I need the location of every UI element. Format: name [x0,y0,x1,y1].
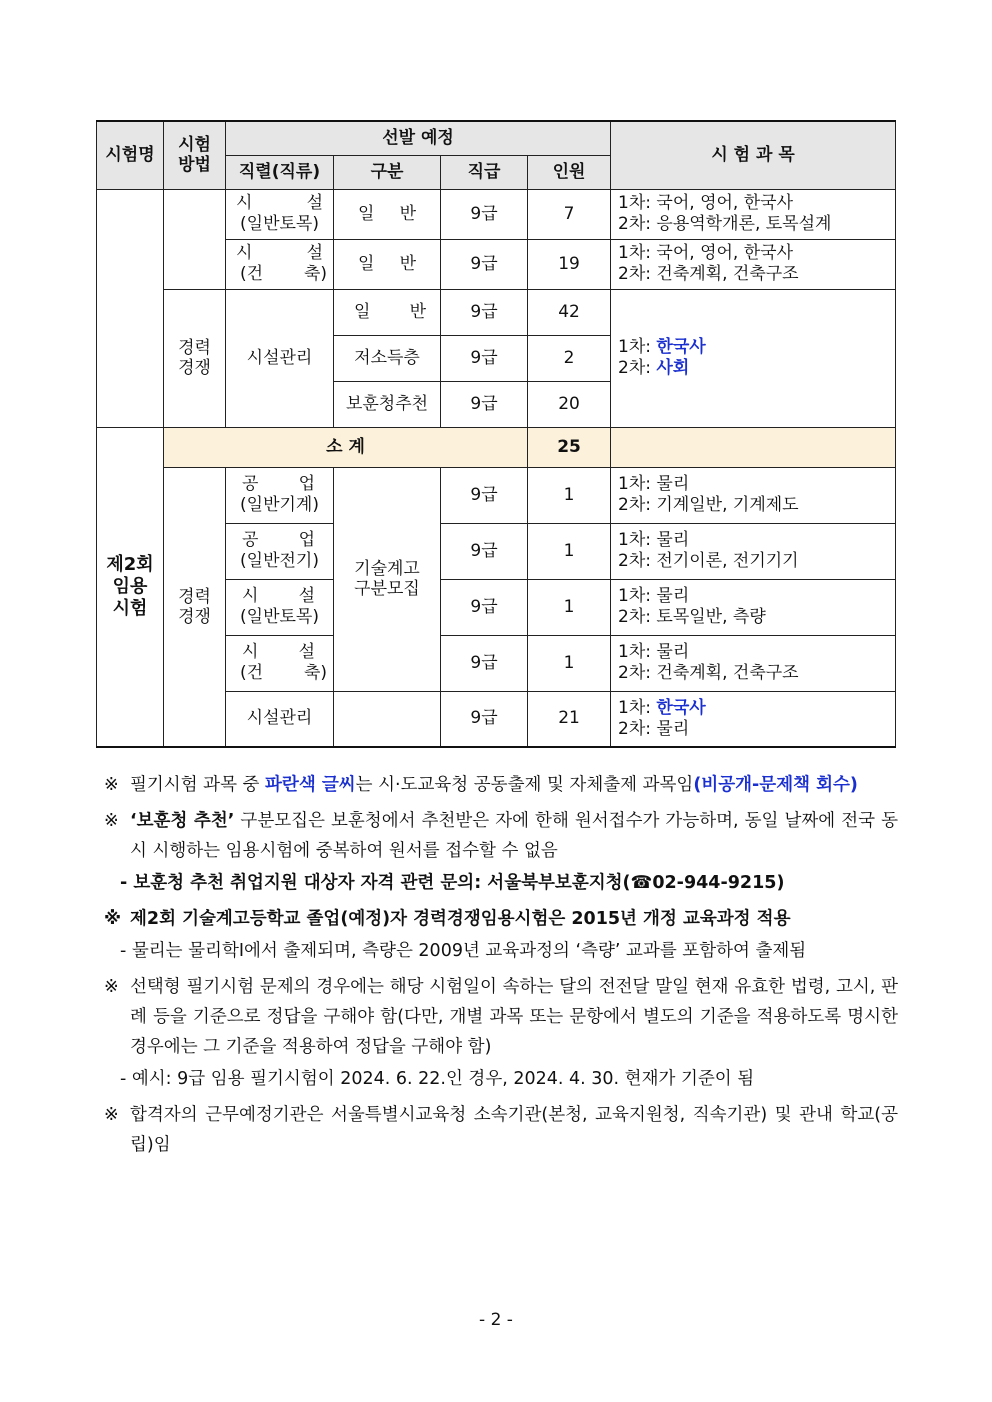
subjects-cell: 1차: 물리 2차: 토목일반, 측량 [611,579,896,635]
note-2: ※ ‘보훈청 추천’ 구분모집은 보훈청에서 추천받은 자에 한해 원서접수가 가능하며, 동일 날짜에 전국 동시 시행하는 임용시험에 중복하여 원서를 접수할 수 없음 [104,811,898,861]
header-grade: 직급 [441,155,528,189]
header-exam-name: 시험명 [97,121,164,189]
count-cell: 1 [528,635,611,691]
header-count: 인원 [528,155,611,189]
header-subjects: 시 험 과 목 [611,121,896,189]
note-4: ※ 선택형 필기시험 문제의 경우에는 해당 시험일이 속하는 달의 전전달 말일 현재 유효한 법령, 고시, 판례 등을 기준으로 정답을 구해야 함(다만, 개별 과목 또는 문항에서 별도의 기준을 적용하도록 명시한 경우에는 그 기준을 적용하여 정답을 구해야 함) [104,977,898,1057]
subjects-cell: 1차: 물리 2차: 기계일반, 기계제도 [611,467,896,523]
category-cell: 일 반 [334,239,441,289]
exam1-name-cell [97,189,164,427]
category-cell [334,691,441,747]
count-cell: 7 [528,189,611,239]
subtotal-count: 25 [528,427,611,467]
exam1-method-cell [164,189,226,289]
grade-cell: 9급 [441,523,528,579]
job-cell: 시 설 (일반토목) [226,579,334,635]
recruitment-table [96,120,896,748]
table-row [97,289,896,335]
count-cell: 21 [528,691,611,747]
subjects-cell: 1차: 국어, 영어, 한국사 2차: 응용역학개론, 토목설계 [611,189,896,239]
note-3: ※ 제2회 기술계고등학교 졸업(예정)자 경력경쟁임용시험은 2015년 개정 교육과정 적용 [104,909,791,929]
subtotal-row [97,427,896,467]
grade-cell: 9급 [441,635,528,691]
grade-cell: 9급 [441,335,528,381]
subjects-cell: 1차: 한국사 2차: 물리 [611,691,896,747]
job-cell: 시 설 (건 축) [226,239,334,289]
note-4-sub: - 예시: 9급 임용 필기시험이 2024. 6. 22.인 경우, 2024. 4. 30. 현재가 기준이 됨 [120,1069,755,1089]
note-5: ※ 합격자의 근무예정기관은 서울특별시교육청 소속기관(본청, 교육지원청, 직속기관) 및 관내 학교(공립)임 [104,1105,898,1155]
grade-cell: 9급 [441,189,528,239]
header-selection: 선발 예정 [226,121,611,155]
count-cell: 42 [528,289,611,335]
career-subjects-cell: 1차: 한국사 2차: 사회 [611,289,896,427]
job-cell: 시 설 (일반토목) [226,189,334,239]
subjects-cell: 1차: 물리 2차: 전기이론, 전기기기 [611,523,896,579]
exam2-name-cell: 제2회 임용 시험 [97,427,164,747]
job-cell: 시설관리 [226,691,334,747]
count-cell: 1 [528,467,611,523]
count-cell: 20 [528,381,611,427]
note-3-sub: - 물리는 물리학Ⅰ에서 출제되며, 측량은 2009년 교육과정의 ‘측량’ 교과를 포함하여 출제됨 [120,941,807,961]
career-method-cell: 경력 경쟁 [164,289,226,427]
subtotal-subjects [611,427,896,467]
category-cell: 저소득층 [334,335,441,381]
table-row [97,467,896,523]
subjects-cell: 1차: 국어, 영어, 한국사 2차: 건축계획, 건축구조 [611,239,896,289]
count-cell: 1 [528,523,611,579]
table-row [97,189,896,239]
career-job-cell: 시설관리 [226,289,334,427]
note-1: ※ 필기시험 과목 중 파란색 글씨는 시·도교육청 공동출제 및 자체출제 과목임(비공개-문제책 회수) [104,775,858,795]
header-job: 직렬(직류) [226,155,334,189]
grade-cell: 9급 [441,381,528,427]
exam2-category-cell: 기술계고 구분모집 [334,467,441,691]
note-2-sub: - 보훈청 추천 취업지원 대상자 자격 관련 문의: 서울북부보훈지청(☎02-944-9215) [120,873,785,893]
category-cell: 일 반 [334,289,441,335]
count-cell: 2 [528,335,611,381]
header-exam-method: 시험 방법 [164,121,226,189]
grade-cell: 9급 [441,579,528,635]
job-cell: 시 설 (건 축) [226,635,334,691]
grade-cell: 9급 [441,691,528,747]
category-cell: 일 반 [334,189,441,239]
category-cell: 보훈청추천 [334,381,441,427]
header-category: 구분 [334,155,441,189]
page-number: - 2 - [479,1310,513,1330]
grade-cell: 9급 [441,289,528,335]
subjects-cell: 1차: 물리 2차: 건축계획, 건축구조 [611,635,896,691]
exam2-method-cell: 경력 경쟁 [164,467,226,747]
subtotal-label: 소 계 [164,427,528,467]
count-cell: 1 [528,579,611,635]
grade-cell: 9급 [441,467,528,523]
grade-cell: 9급 [441,239,528,289]
job-cell: 공 업 (일반기계) [226,467,334,523]
count-cell: 19 [528,239,611,289]
notes-section [104,770,898,1166]
job-cell: 공 업 (일반전기) [226,523,334,579]
